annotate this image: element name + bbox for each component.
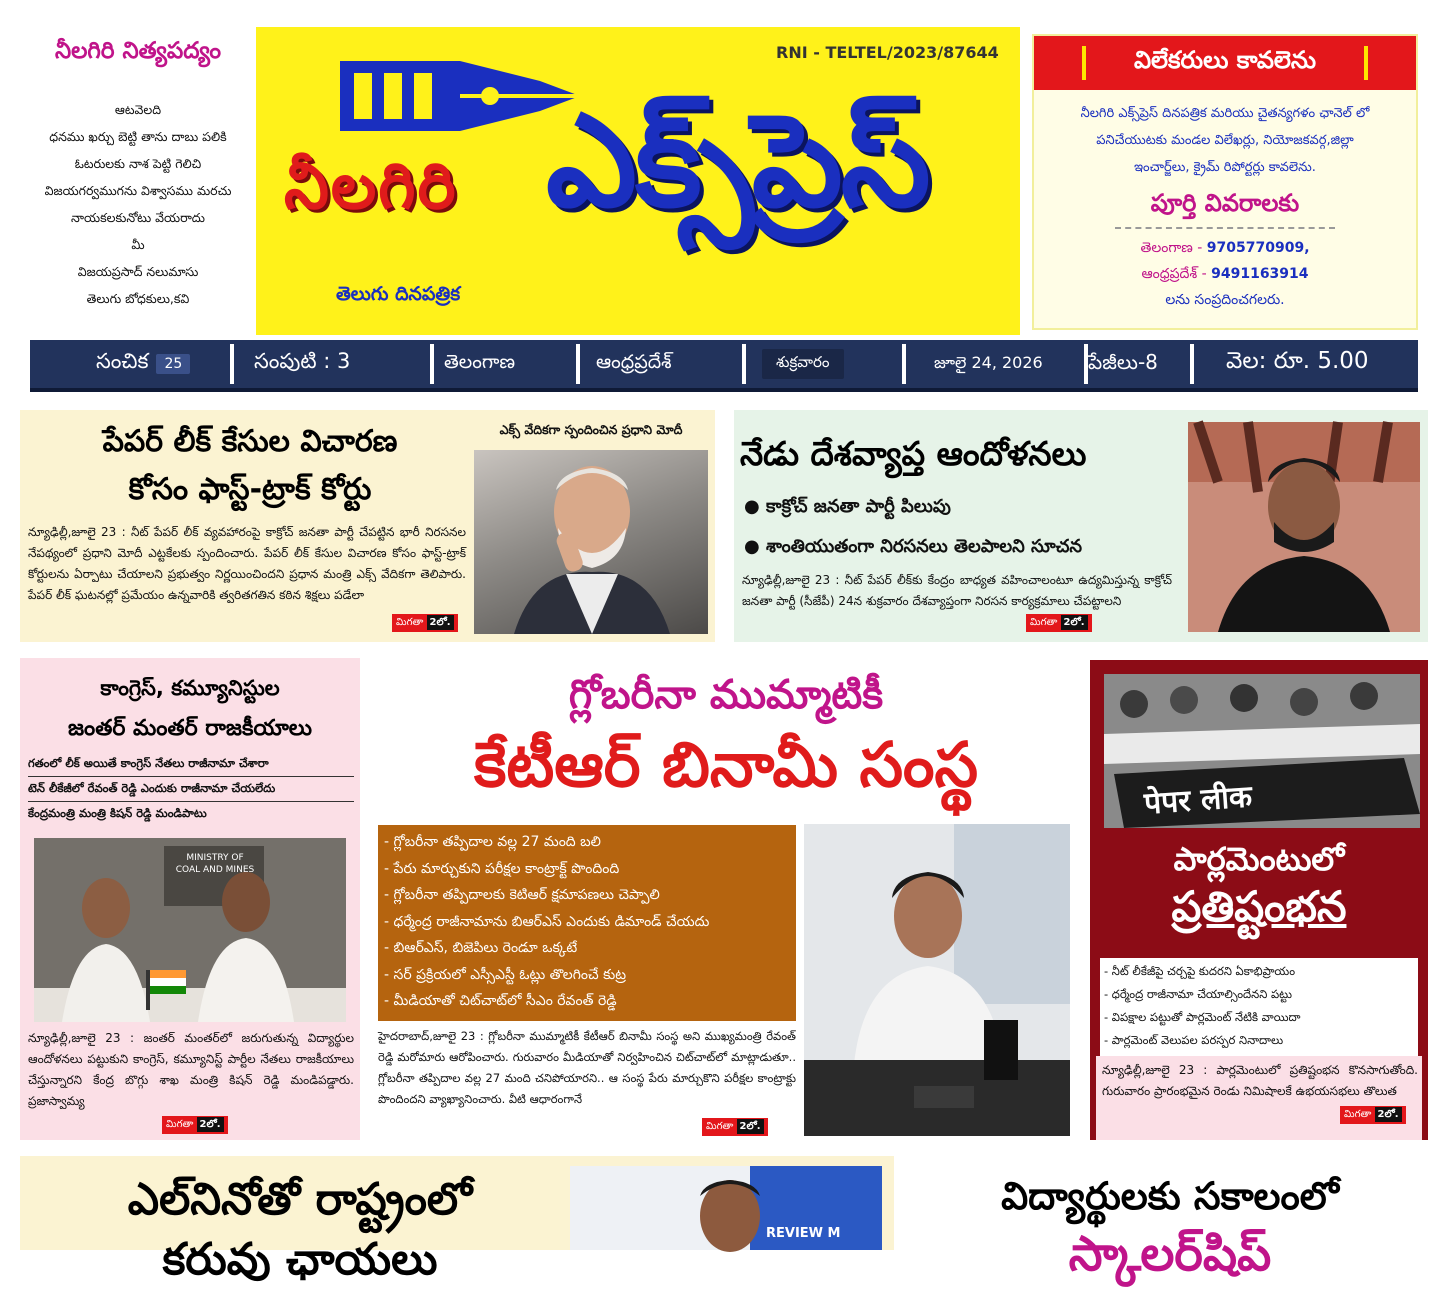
parliament-protest-photo [1104,674,1420,828]
continued-link[interactable] [702,1118,768,1136]
continued-page: 2లో. [1061,615,1088,630]
divider [430,344,434,384]
headline-line: పేపర్ లీక్ కేసుల విచారణ [102,424,398,459]
day [762,346,844,382]
page-count: పేజీలు-8 [1088,349,1158,374]
divider [1364,46,1368,80]
poem-line: తెలుగు బోధకులు,కవి [86,291,190,306]
continued-label: మిగతా [396,617,424,628]
continued-page: 2లో. [737,1119,764,1134]
highlights-box [1100,958,1418,1056]
phone-label: ఆంధ్రప్రదేశ్ - [1141,266,1207,282]
rni-number: RNI - TELTEL/2023/87644 [776,43,999,62]
highlight-item: - గ్లోబరీనా తప్పిదాల వల్ల 27 మంది బలి [384,834,601,850]
protest-leader-photo [1188,422,1420,632]
phone-number[interactable]: 9491163914 [1211,266,1309,282]
story-jantar-mantar[interactable] [20,658,360,1140]
photo-sign [170,852,260,876]
story-body: న్యూఢిల్లీ,జూలై 23 : నీట్ పేపర్ లీక్‌కు కేంద్రం బాధ్యత వహించాలంటూ ఉద్యమిస్తున్న కాక్రోచ్ జనతా పార్టీ (సీజేపీ) 24న శుక్రవారం దేశవ్యాప్తంగా నిరసన కార్యక్రమాలు చేపట్టాలని [742,573,1172,608]
headline-line: విద్యార్థులకు సకాలంలో [1001,1174,1339,1218]
story-nationwide-protests[interactable] [734,410,1428,642]
volume: సంపుటి : 3 [254,349,351,373]
edition-state-ap: ఆంధ్రప్రదేశ్ [596,350,672,373]
subhead-text: శాంతియుతంగా నిరసనలు తెలపాలని సూచన [765,536,1083,557]
photo-sign-line: MINISTRY OF [186,853,244,863]
issue-value: 25 [156,354,190,374]
photo-caption: ఎక్స్ వేదికగా స్పందించిన ప్రధాని మోదీ [499,422,683,437]
highlight-item: - నీట్ లీకేజీపై చర్చపై కుదరని ఏకాభిప్రాయం [1104,964,1296,978]
protest-banner-text: पेपर लीक [1143,779,1254,822]
headline-line: ఎల్‌నినోతో రాష్ట్రంలో [127,1174,473,1225]
continued-page: 2లో. [1375,1107,1402,1122]
wanted-body [1034,90,1416,181]
price: వెల: రూ. 5.00 [1226,348,1369,374]
continued-link[interactable] [162,1116,228,1134]
wanted-phones [1034,235,1416,313]
highlight-item: - ధర్మేంద్ర రాజీనామా చేయాల్సిందేనని పట్టు [1104,987,1293,1001]
headline-line: స్కాలర్‌షిప్ [1068,1226,1272,1282]
story-scholarship[interactable] [910,1156,1430,1282]
subhead: టెన్ లీకేజీలో రేవంత్ రెడ్డి ఎందుకు రాజీనామా చేయలేదు [28,781,354,802]
highlight-item: - సర్ ప్రక్రియలో ఎస్సీఎస్టీ ఓట్లు తొలగించే కుట్ర [384,966,627,983]
highlight-item: - పేరు మార్చుకుని పరీక్షల కాంట్రాక్ట్ పొందింది [384,860,620,877]
poem-line: నాయకలకునోటు వేయరాదు [71,210,205,225]
lead-headline-line: గ్లోబరీనా ముమ్మాటికీ [568,672,884,718]
continued-page: 2లో. [197,1117,224,1132]
wanted-line: పనిచేయుటకు మండల విలేఖర్లు, నియోజకవర్గ,జిల్లా [1096,133,1354,148]
phone-label: తెలంగాణ - [1140,240,1203,256]
person-illustration [1188,422,1420,632]
story-paper-leak-court[interactable] [20,410,715,642]
divider [742,344,746,384]
issue-number [96,346,190,382]
date: జూలై 24, 2026 [934,352,1043,372]
headline-line: ప్రతిష్టంభన [1171,882,1347,931]
story-body: న్యూఢిల్లీ,జూలై 23 : నీట్ పేపర్ లీక్ వ్యవహారంపై కాక్రోచ్ జనతా పార్టీ చేపట్టిన భారీ నిరసనల నేపథ్యంలో ప్రధాని మోదీ ఎట్టకేలకు స్పందించారు. పేపర్ లీక్ కేసుల విచారణ కోసం ఫాస్ట్-ట్రాక్ కోర్టులను ఏర్పాటు చేయాలని ప్రభుత్వం నిర్ణయించిందని ప్రధాన మంత్రి ఎక్స్ వేదికగా తెలిపారు. పేపర్ లీక్ ఘటనల్లో ప్రమేయం ఉన్నవారికి త్వరితగతిన కఠిన శిక్షలు పడేలా [28,525,466,602]
divider [576,344,580,384]
poem-title: నీలగిరి నిత్యపద్యం [54,38,222,64]
subhead: గతంలో లీక్ అయితే కాంగ్రెస్ నేతలు రాజీనామా చేశారా [28,756,354,777]
person-illustration [474,450,708,634]
divider [1082,46,1086,80]
highlight-item: - బిఆర్ఎస్, బిజెపిలు రెండూ ఒక్కటే [384,940,578,956]
continued-page: 2లో. [427,615,454,630]
subhead-bullet: ● శాంతియుతంగా నిరసనలు తెలపాలని సూచన [744,536,1083,557]
story-parliament-deadlock[interactable] [1090,660,1428,1140]
highlight-item: - పార్లమెంట్ వెలుపల పరస్పర నినాదాలు [1104,1033,1284,1047]
headline-line: కోసం ఫాస్ట్-ట్రాక్ కోర్టు [128,472,372,507]
wanted-details-heading: పూర్తి వివరాలకు [1150,189,1300,217]
story-body: న్యూఢిల్లీ,జూలై 23 : జంతర్ మంతర్‌లో జరుగుతున్న విద్యార్థుల ఆందోళనలు పట్టుకుని కాంగ్రెస్, కమ్యూనిస్ట్ పార్టీల నేతలు రాజకీయాలు చేస్తున్నారని కేంద్ర బొగ్గు శాఖ మంత్రి కిషన్ రెడ్డి మండిపడ్డారు. ప్రజాస్వామ్య [28,1031,354,1108]
masthead-name-part2: ఎక్స్‌ప్రెస్ [546,86,929,236]
poem-line: విజయప్రసాద్ నలుమాసు [77,264,199,279]
poem-line: ధనము ఖర్చు బెట్టి తాను దాబు పలికి [49,129,227,144]
headline: నేడు దేశవ్యాప్త ఆందోళనలు [740,434,1087,473]
el-nino-photo [570,1166,882,1250]
edition-state-telangana: తెలంగాణ [444,350,516,373]
divider [230,344,234,384]
wanted-heading-text: విలేకరులు కావలెను [1133,46,1317,74]
continued-label: మిగతా [1344,1109,1372,1120]
wanted-line: నీలగిరి ఎక్స్‌ప్రెస్ దినపత్రిక మరియు చైతన్యగళం ఛానెల్ లో [1080,106,1370,121]
poem-line: ఆటవెలది [114,102,162,117]
headline-line: జంతర్ మంతర్ రాజకీయాలు [67,716,313,741]
story-el-nino[interactable] [20,1156,894,1285]
masthead-tagline: తెలుగు దినపత్రిక [336,283,461,305]
headline-line: కరువు ఛాయలు [162,1234,438,1285]
subhead: కేంద్రమంత్రి మంత్రి కిషన్ రెడ్డి మండిపాటు [28,806,207,820]
continued-link[interactable] [1340,1106,1406,1124]
continued-link[interactable] [1026,614,1092,632]
phone-number[interactable]: 9705770909, [1206,240,1310,256]
edition-info-bar [30,340,1418,392]
continued-label: మిగతా [706,1121,734,1132]
divider [1190,344,1194,384]
day-value: శుక్రవారం [762,349,844,379]
modi-photo [474,450,708,634]
issue-label: సంచిక [96,349,149,373]
lead-story-body: హైదరాబాద్,జూలై 23 : గ్లోబరీనా ముమ్మాటికీ కేటీఆర్ బినామీ సంస్థ అని ముఖ్యమంత్రి రేవంత్ రెడ్డి మరోమారు ఆరోపించారు. గురువారం మీడియాతో నిర్వహించిన చిట్‌చాట్‌లో మాట్లాడుతూ.. గ్లోబరీనా తప్పిదాల వల్ల 27 మంది చనిపోయారని.. ఆ సంస్థ పేరు మార్చుకొని పరీక్షల కాంట్రాక్టు పొందిందని వ్యాఖ్యానించారు. వీటి ఆధారంగానే [378,1029,796,1106]
highlight-item: - మీడియాతో చిట్‌చాట్‌లో సీఎం రేవంత్ రెడ్డి [384,993,617,1009]
headline-line: కాంగ్రెస్, కమ్యూనిస్టుల [100,676,280,700]
continued-link[interactable] [392,614,458,632]
continued-label: మిగతా [166,1119,194,1130]
divider [902,344,906,384]
photo-sign-line: COAL AND MINES [175,865,255,875]
continued-label: మిగతా [1030,617,1058,628]
photo-banner-text: REVIEW M [766,1226,841,1241]
story-body: న్యూఢిల్లీ,జూలై 23 : పార్లమెంటులో ప్రతిష్టంభన కొనసాగుతోంది. గురువారం ప్రారంభమైన రెండు నిమిషాలకే ఉభయసభలు తొలుత [1102,1063,1418,1098]
lead-story-highlights [378,825,796,1021]
kishan-reddy-photo [34,838,346,1022]
highlight-item: - గ్లోబరీనా తప్పిదాలకు కెటిఆర్ క్షమాపణలు చెప్పాలి [384,887,660,903]
wanted-contact: లను సంప్రదించగలరు. [1165,292,1285,308]
subhead-text: కాక్రోచ్ జనతా పార్టీ పిలుపు [765,496,951,517]
poem-lines [24,96,252,312]
highlight-item: - ధర్మేంద్ర రాజీనామాను బిఆర్ఎస్ ఎందుకు డిమాండ్ చేయదు [384,913,710,930]
divider [1115,227,1335,229]
headline-line: పార్లమెంటులో [1173,840,1345,878]
masthead-logo[interactable] [256,27,1020,335]
lead-headline-line: కేటీఆర్ బినామీ సంస్థ [473,728,979,801]
wanted-heading [1034,36,1416,90]
person-illustration [804,824,1070,1136]
revanth-reddy-photo [804,824,1070,1136]
daily-poem [24,28,252,324]
reporters-wanted-ad [1032,34,1418,330]
highlight-item: - విపక్షాల పట్టుతో పార్లమెంట్ నేటికి వాయిదా [1104,1010,1301,1024]
masthead-name-part1: నీలగిరి [284,149,458,224]
poem-line: విజయగర్వముగను విశ్వాసము మరచు [44,183,232,198]
subhead-bullet: ● కాక్రోచ్ జనతా పార్టీ పిలుపు [744,496,951,517]
wanted-line: ఇంచార్జ్‌లు, క్రైమ్ రిపోర్టర్లు కావలెను. [1134,160,1316,175]
poem-line: ఓటరులకు నాశ పెట్టి గెలిచి [74,156,202,171]
poem-line: మీ [131,237,145,252]
